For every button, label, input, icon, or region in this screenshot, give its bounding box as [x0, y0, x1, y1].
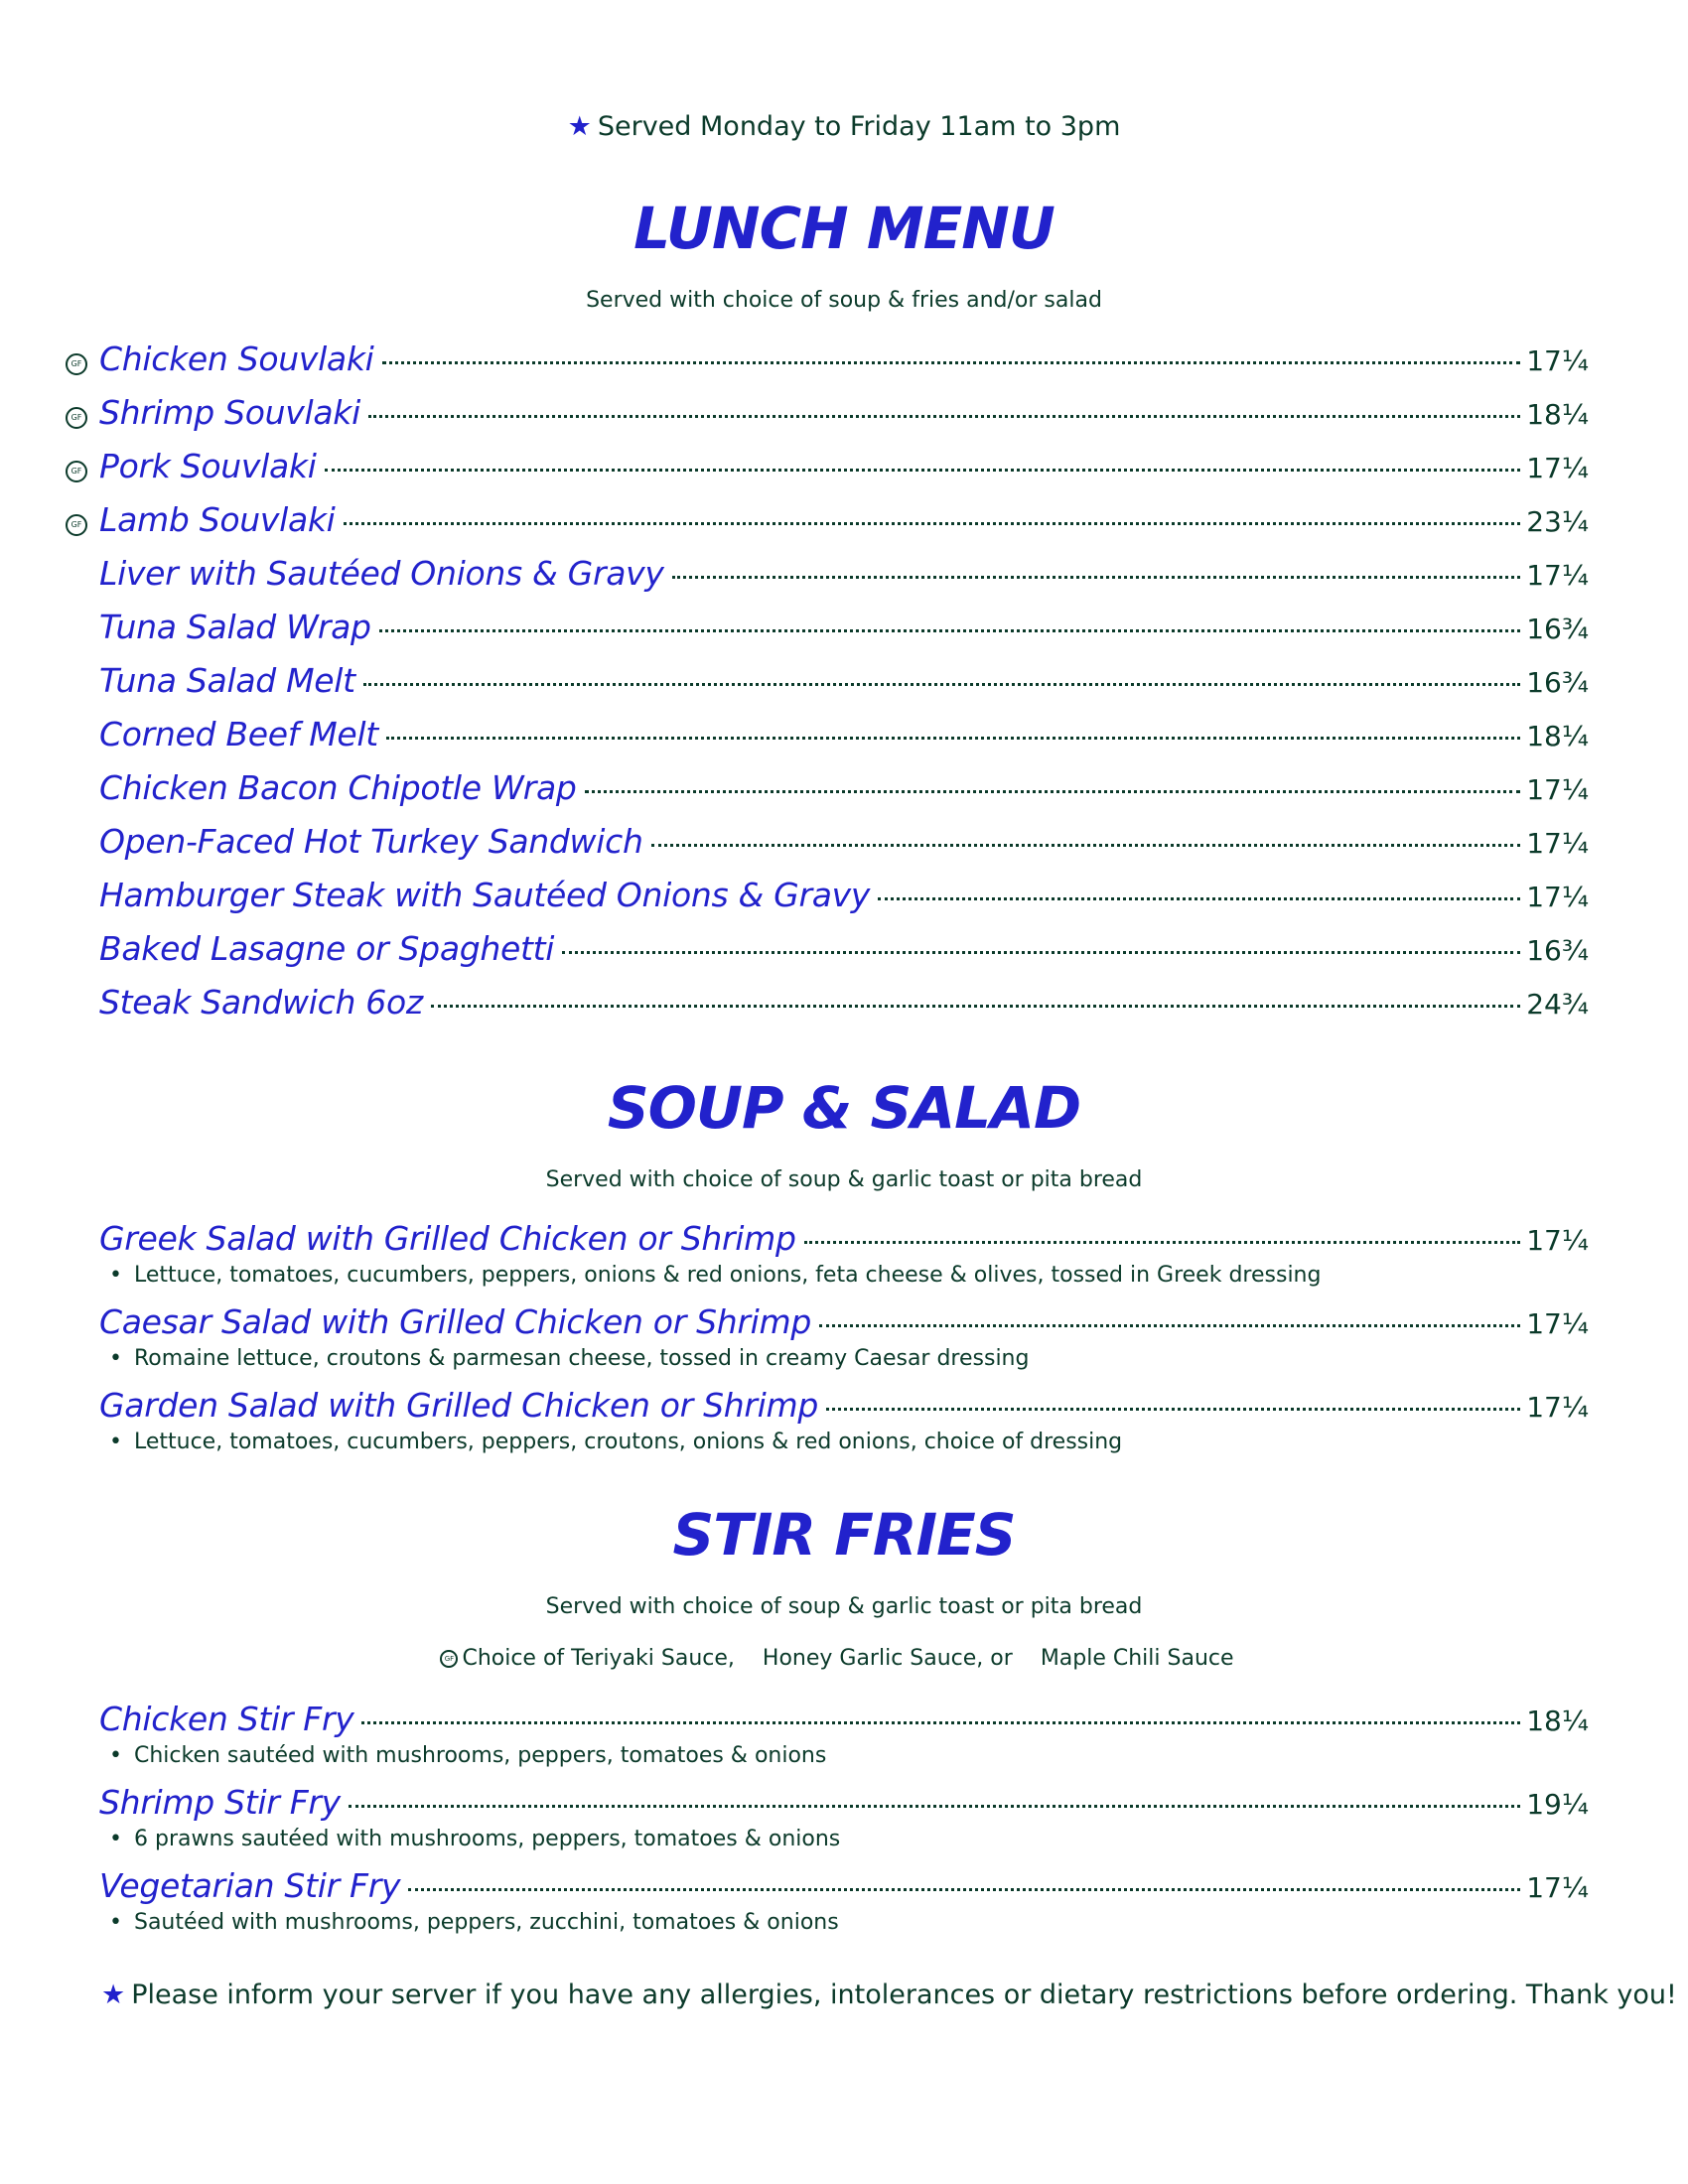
menu-item-name: Chicken Souvlaki [99, 340, 374, 378]
menu-item-name: Lamb Souvlaki [99, 500, 336, 539]
menu-item-price: 17¼ [1526, 881, 1589, 913]
stir-fries-subtitle: Served with choice of soup & garlic toast or pita bread [545, 1594, 1143, 1619]
menu-item-price: 17¼ [1526, 773, 1589, 806]
menu-item [99, 1219, 1589, 1263]
menu-item [99, 661, 1589, 705]
menu-item-name: Liver with Sautéed Onions & Gravy [99, 554, 664, 593]
bullet-icon: • [109, 1430, 122, 1454]
menu-item-name: Vegetarian Stir Fry [99, 1866, 401, 1905]
dot-leader [585, 790, 1521, 793]
menu-item-name: Pork Souvlaki [99, 447, 317, 485]
menu-item-name: Chicken Bacon Chipotle Wrap [99, 768, 577, 807]
gluten-free-icon: GF [66, 514, 87, 536]
menu-item [70, 447, 1589, 490]
menu-item-price: 19¼ [1526, 1788, 1589, 1821]
menu-item-price: 17¼ [1526, 827, 1589, 860]
dot-leader [878, 897, 1520, 900]
menu-item-price: 18¼ [1526, 720, 1589, 752]
menu-item [99, 1783, 1589, 1827]
allergy-notice-text: Please inform your server if you have any allergies, intolerances or dietary restrictions before ordering. Thank you! [131, 1979, 1677, 2010]
dot-leader [819, 1324, 1520, 1327]
star-icon: ★ [567, 111, 592, 142]
description-text: Lettuce, tomatoes, cucumbers, peppers, croutons, onions & red onions, choice of dressing [133, 1430, 1123, 1454]
menu-item-name: Garden Salad with Grilled Chicken or Shrimp [99, 1386, 819, 1425]
menu-item [99, 554, 1589, 598]
bullet-icon: • [109, 1263, 122, 1288]
menu-item [99, 822, 1589, 866]
dot-leader [363, 683, 1520, 686]
served-hours-text: Served Monday to Friday 11am to 3pm [597, 111, 1121, 142]
menu-item [70, 340, 1589, 383]
menu-item-name: Shrimp Stir Fry [99, 1783, 341, 1822]
menu-item-price: 18¼ [1526, 398, 1589, 431]
dot-leader [368, 415, 1520, 418]
sauce-choices [0, 1646, 1688, 1671]
menu-item [99, 876, 1589, 919]
menu-item [70, 500, 1589, 544]
menu-item-price: 17¼ [1526, 344, 1589, 377]
dot-leader [361, 1721, 1520, 1724]
dot-leader [386, 737, 1520, 740]
lunch-menu-subtitle: Served with choice of soup & fries and/or salad [586, 288, 1102, 313]
bullet-icon: • [109, 1827, 122, 1851]
dot-leader [804, 1241, 1521, 1244]
gluten-free-icon: GF [440, 1650, 458, 1668]
stir-fries-heading: STIR FRIES [672, 1501, 1016, 1569]
menu-item-name: Baked Lasagne or Spaghetti [99, 929, 555, 968]
menu-item-name: Steak Sandwich 6oz [99, 983, 423, 1022]
menu-item-description [109, 1263, 1579, 1288]
menu-item [99, 1302, 1589, 1346]
dot-leader [672, 576, 1521, 579]
menu-item-description [109, 1430, 1579, 1454]
soup-salad-heading: SOUP & SALAD [607, 1074, 1081, 1142]
menu-item [99, 983, 1589, 1026]
dot-leader [379, 629, 1521, 632]
menu-item-name: Corned Beef Melt [99, 715, 378, 753]
menu-item [99, 1700, 1589, 1743]
sauce-honey-garlic: Honey Garlic Sauce, or [762, 1646, 1013, 1671]
menu-item-price: 18¼ [1526, 1705, 1589, 1737]
dot-leader [562, 951, 1520, 954]
dot-leader [651, 844, 1521, 847]
menu-item-price: 16¾ [1526, 934, 1589, 967]
gluten-free-icon: GF [66, 461, 87, 482]
star-icon: ★ [101, 1979, 126, 2010]
soup-salad-subtitle: Served with choice of soup & garlic toast or pita bread [545, 1167, 1143, 1192]
menu-item-name: Tuna Salad Wrap [99, 608, 371, 646]
menu-item-name: Tuna Salad Melt [99, 661, 355, 700]
menu-item-name: Open-Faced Hot Turkey Sandwich [99, 822, 643, 861]
dot-leader [325, 469, 1521, 472]
lunch-menu-heading: LUNCH MENU [633, 195, 1055, 262]
menu-item-description [109, 1346, 1579, 1371]
menu-item-price: 17¼ [1526, 1224, 1589, 1257]
menu-item-price: 16¾ [1526, 613, 1589, 645]
menu-item [99, 608, 1589, 651]
dot-leader [408, 1888, 1520, 1891]
sauce-maple-chili: Maple Chili Sauce [1040, 1646, 1234, 1671]
gluten-free-icon: GF [66, 407, 87, 429]
menu-item-price: 16¾ [1526, 666, 1589, 699]
menu-item-price: 24¾ [1526, 988, 1589, 1021]
menu-item [99, 768, 1589, 812]
description-text: Romaine lettuce, croutons & parmesan cheese, tossed in creamy Caesar dressing [133, 1346, 1030, 1371]
dot-leader [349, 1805, 1520, 1808]
allergy-notice [101, 1979, 1677, 2010]
menu-item [99, 929, 1589, 973]
menu-item-name: Chicken Stir Fry [99, 1700, 354, 1738]
menu-item-price: 23¼ [1526, 505, 1589, 538]
dot-leader [382, 361, 1521, 364]
menu-item-name: Caesar Salad with Grilled Chicken or Shrimp [99, 1302, 812, 1341]
bullet-icon: • [109, 1910, 122, 1935]
dot-leader [431, 1005, 1520, 1008]
menu-item [70, 393, 1589, 437]
menu-item-name: Hamburger Steak with Sautéed Onions & Gravy [99, 876, 871, 914]
menu-item-name: Greek Salad with Grilled Chicken or Shrimp [99, 1219, 796, 1258]
menu-item [99, 1866, 1589, 1910]
bullet-icon: • [109, 1743, 122, 1768]
menu-item-price: 17¼ [1526, 559, 1589, 592]
menu-item-description [109, 1827, 1579, 1851]
gluten-free-icon: GF [66, 353, 87, 375]
served-hours [0, 111, 1688, 142]
menu-item-price: 17¼ [1526, 1307, 1589, 1340]
menu-item-description [109, 1743, 1579, 1768]
description-text: Lettuce, tomatoes, cucumbers, peppers, onions & red onions, feta cheese & olives, tossed in Greek dressing [133, 1263, 1322, 1288]
menu-item-price: 17¼ [1526, 1871, 1589, 1904]
menu-item-name: Shrimp Souvlaki [99, 393, 360, 432]
bullet-icon: • [109, 1346, 122, 1371]
menu-item-price: 17¼ [1526, 452, 1589, 484]
dot-leader [826, 1408, 1520, 1411]
description-text: 6 prawns sautéed with mushrooms, peppers, tomatoes & onions [133, 1827, 841, 1851]
menu-item [99, 1386, 1589, 1430]
menu-item [99, 715, 1589, 758]
description-text: Chicken sautéed with mushrooms, peppers, tomatoes & onions [133, 1743, 827, 1768]
description-text: Sautéed with mushrooms, peppers, zucchini, tomatoes & onions [133, 1910, 839, 1935]
dot-leader [344, 522, 1521, 525]
menu-item-price: 17¼ [1526, 1391, 1589, 1424]
sauce-teriyaki: Choice of Teriyaki Sauce, [462, 1646, 735, 1671]
menu-item-description [109, 1910, 1579, 1935]
